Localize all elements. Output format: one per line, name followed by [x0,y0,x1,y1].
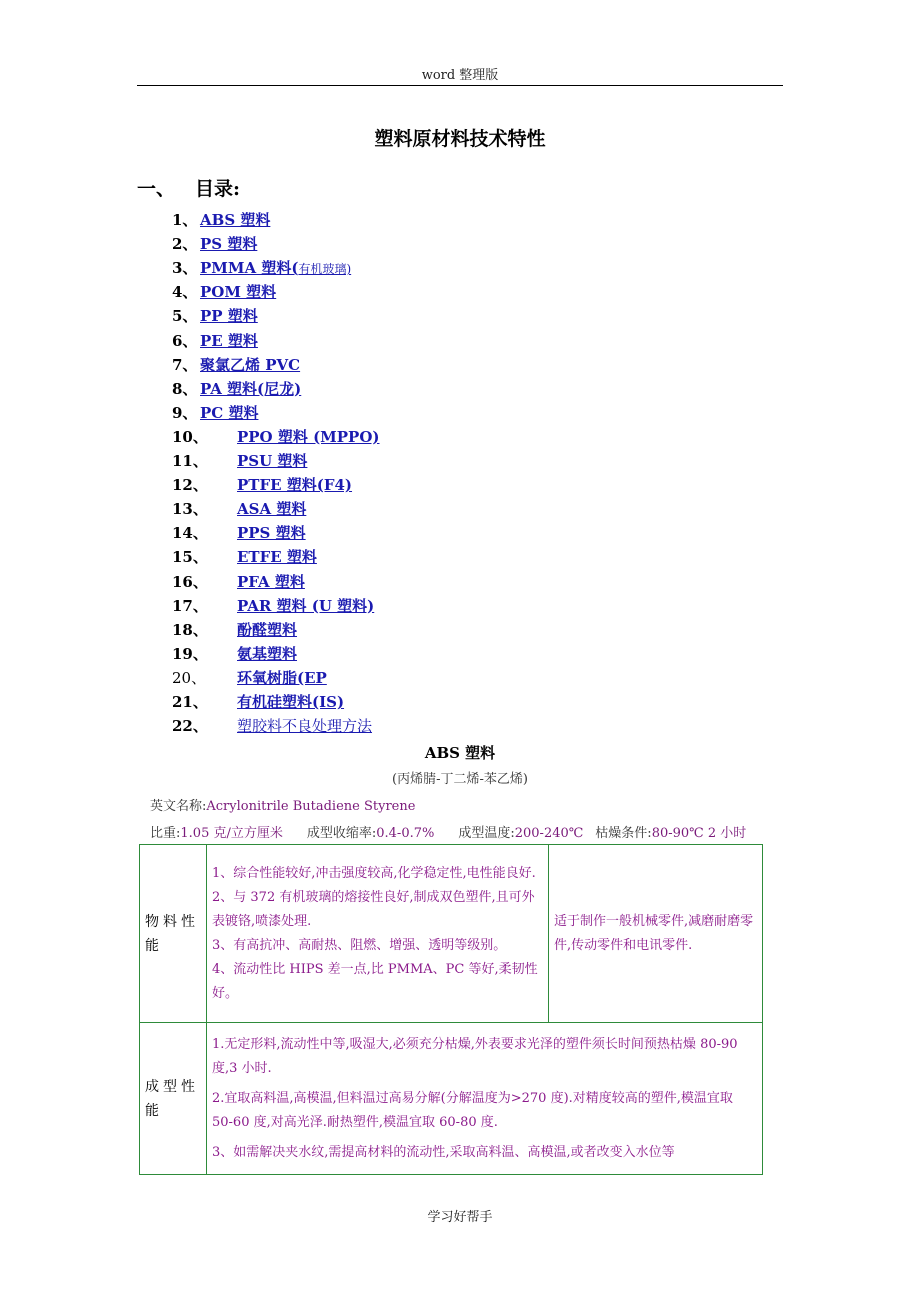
toc-item-number: 13、 [172,500,208,519]
toc-heading [137,174,240,201]
toc-item-number: 10、 [172,427,208,446]
toc-link-label: PAR 塑料 (U 塑料) [237,596,375,615]
toc-link-label: PP 塑料 [200,307,258,326]
material-point: 4、流动性比 HIPS 差一点,比 PMMA、PC 等好,柔韧性好。 [212,961,538,1001]
toc-link[interactable] [237,667,327,688]
english-name-label: 英文名称: [150,799,207,814]
toc-link-label: ABS 塑料 [200,211,271,229]
toc-heading-label: 目录: [195,178,241,200]
toc-item-number: 3、 [172,259,198,278]
toc-item-number: 14、 [172,524,208,543]
temp-label: 成型温度: [458,826,515,841]
toc-item-number: 22、 [172,717,208,736]
shrink-value: 0.4-0.7% [376,826,435,841]
density-value: 1.05 克/立方厘米 [180,826,283,841]
toc-link[interactable] [200,402,258,423]
toc-link-label: 聚氯乙烯 PVC [200,355,301,374]
toc-item-number: 16、 [172,572,208,591]
toc-link[interactable] [237,691,344,712]
toc-link[interactable] [237,619,297,640]
material-point: 1、综合性能较好,冲击强度较高,化学稳定性,电性能良好. [212,865,536,881]
toc-link[interactable] [200,281,276,302]
toc-link-label: PFA 塑料 [237,572,305,591]
row-label-molding: 成型性能 [140,1023,207,1175]
toc-link[interactable] [237,498,306,519]
table-row [140,1023,763,1175]
section-subtitle: (丙烯腈-丁二烯-苯乙烯) [392,772,528,787]
material-properties-cell [207,845,549,1023]
toc-link-label: 塑胶料不良处理方法 [237,717,373,736]
toc-link[interactable] [237,571,305,592]
header-rule [137,85,783,86]
toc-item-number: 18、 [172,620,208,639]
toc-link-label: 环氧树脂(EP [237,668,327,687]
toc-item-number: 7、 [172,355,198,374]
toc-item-number: 8、 [172,379,198,398]
toc-item-number: 21、 [172,693,208,711]
english-name-value: Acrylonitrile Butadiene Styrene [206,799,416,814]
toc-link[interactable] [237,643,297,664]
molding-point: 3、如需解决夹水纹,需提高材料的流动性,采取高料温、高模温,或者改变入水位等 [212,1144,675,1160]
toc-link-label: ASA 塑料 [237,500,307,519]
material-point: 3、有高抗冲、高耐热、阻燃、增强、透明等级别。 [212,937,507,953]
density-label: 比重: [150,826,181,841]
toc-link-label: PMMA 塑料( [200,259,299,278]
toc-item-number: 15、 [172,548,208,567]
toc-item-number: 4、 [172,283,198,302]
toc-link-label: PSU 塑料 [237,452,308,470]
toc-link-label: PA 塑料(尼龙) [200,379,302,398]
toc-link[interactable] [200,330,258,351]
material-point: 2、与 372 有机玻璃的熔接性良好,制成双色塑件,且可外表镀铬,喷漆处理. [212,889,535,929]
toc-link[interactable] [237,595,374,616]
temp-value: 200-240℃ [514,826,584,841]
molding-properties-cell [207,1023,763,1175]
toc-link-label: 有机硅塑料(IS) [237,693,345,711]
toc-link-label: PPO 塑料 (MPPO) [237,427,380,446]
toc-link[interactable] [237,715,372,736]
page-footer: 学习好帮手 [427,1210,493,1225]
toc-link-label: PE 塑料 [200,331,258,350]
shrink-label: 成型收缩率: [306,826,377,841]
toc-link[interactable] [200,378,301,399]
toc-link[interactable] [237,450,307,471]
toc-link[interactable] [200,305,258,326]
dry-label: 枯燥条件: [595,826,652,841]
toc-link[interactable] [237,546,317,567]
document-title: 塑料原材料技术特性 [374,128,546,150]
english-name [150,795,415,814]
spec-table [139,844,763,1175]
dry-value: 80-90℃ 2 小时 [651,826,747,841]
page-header: word 整理版 [421,68,499,83]
toc-link-label: PC 塑料 [200,403,259,422]
toc-link[interactable] [237,474,352,495]
molding-point: 2.宜取高料温,高模温,但料温过高易分解(分解温度为>270 度).对精度较高的塑件,模温宜取 50-60 度,对高光泽.耐热塑件,模温宜取 60-80 度. [212,1090,733,1130]
row-label-material: 物料性能 [140,845,207,1023]
toc-link-label: PS 塑料 [200,235,258,254]
toc-link-label: ETFE 塑料 [237,548,317,567]
toc-link[interactable] [200,209,270,230]
toc-item-number: 2、 [172,235,198,254]
toc-link[interactable] [237,522,306,543]
table-row [140,845,763,1023]
usage-cell: 适于制作一般机械零件,减磨耐磨零件,传动零件和电讯零件. [549,845,763,1023]
toc-link-label: PPS 塑料 [237,524,306,543]
toc-item-number: 6、 [172,331,198,350]
toc-item-number: 17、 [172,596,208,615]
toc-link-label: 氨基塑料 [237,644,298,663]
toc-item-number: 19、 [172,644,208,663]
toc-item-number: 9、 [172,403,198,422]
properties-line [150,822,746,841]
section-title: ABS 塑料 [424,744,496,762]
toc-link-label: 酚醛塑料 [237,620,298,639]
toc-link-label: POM 塑料 [200,283,277,302]
toc-link[interactable] [200,233,257,254]
toc-item-number: 5、 [172,307,198,326]
toc-link[interactable] [237,426,380,447]
toc-link-note: 有机玻璃) [298,262,352,277]
toc-item-number: 20、 [172,668,207,687]
toc-heading-number: 一、 [137,178,176,200]
toc-link[interactable] [200,354,300,375]
molding-point: 1.无定形料,流动性中等,吸湿大,必须充分枯燥,外表要求光泽的塑件须长时间预热枯燥 80-90 度,3 小时. [212,1036,738,1076]
toc-link-label: PTFE 塑料(F4) [237,476,353,495]
toc-item-number: 12、 [172,476,208,495]
toc-item-number: 11、 [172,452,208,470]
toc-link[interactable] [200,257,351,278]
toc-item-number: 1、 [172,211,198,229]
